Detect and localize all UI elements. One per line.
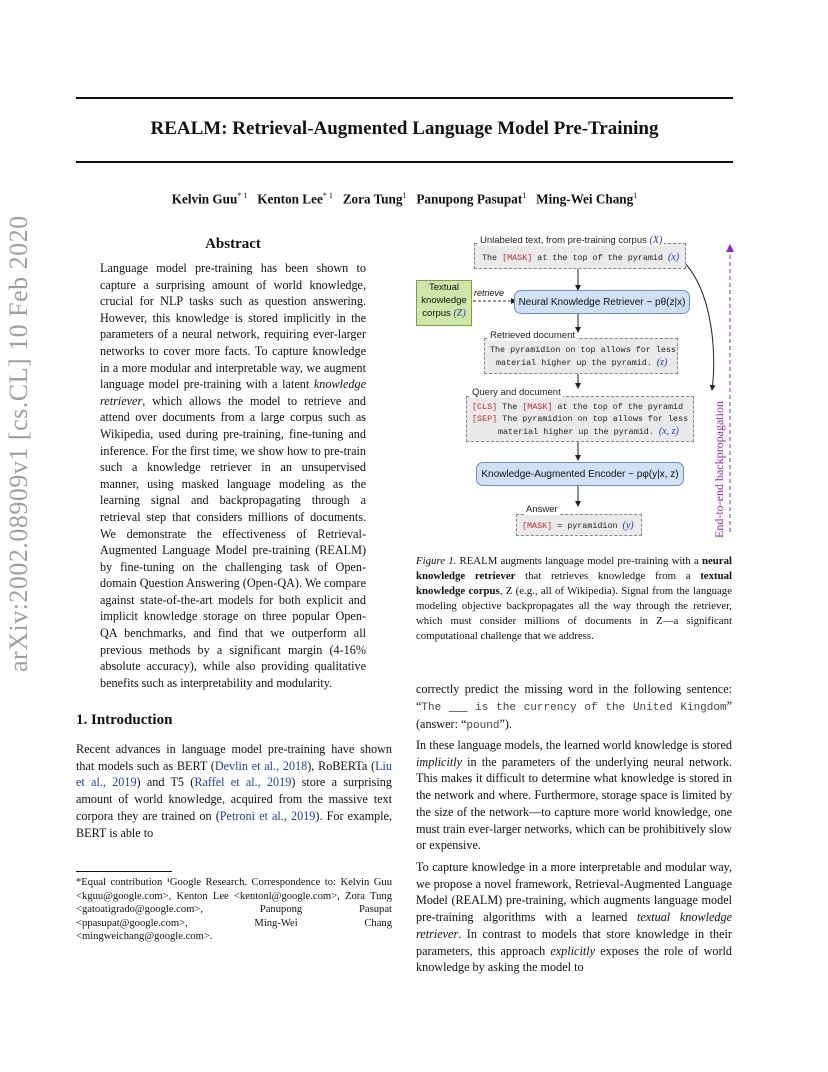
corpus-label: knowledge <box>421 295 467 306</box>
author-name: Ming-Wei Chang <box>536 191 634 207</box>
abstract-text <box>100 260 366 691</box>
caption-text: , Z (e.g., all of Wikipedia). Signal from the language modeling objective backpropagates all the way through the retriever, which must consider millions of documents in Z—a significant computational challenge that we address. <box>416 585 732 642</box>
intro-text: ), RoBERTa ( <box>307 758 376 773</box>
retrieved-line: The pyramidion on top allows for less <box>490 345 676 355</box>
author-name: Zora Tung <box>342 191 403 207</box>
body-text: In these language models, the learned world knowledge is stored <box>416 738 732 752</box>
caption-text: REALM augments language model pre-training with a <box>456 555 702 567</box>
query-line: [CLS] The [MASK] at the top of the pyramid <box>472 402 684 412</box>
section-heading-introduction: 1. Introduction <box>76 712 173 728</box>
body-emphasis: textual knowledge retriever <box>416 910 732 941</box>
figure-1-diagram <box>412 232 742 542</box>
answer-label: Answer <box>526 504 558 515</box>
author-name: Kelvin Guu <box>171 191 238 207</box>
intro-text: ) and T5 ( <box>136 775 195 790</box>
footnote: *Equal contribution ¹Google Research. Correspondence to: Kelvin Guu <kguu@google.com>, Kenton Lee <kentonl@google.com>, Zora Tung <gatoatigrado@google.com>, Panupong Pasupat <ppasupat@google.com>, Ming-Wei Chang <mingweichang@google.com>. <box>76 877 392 943</box>
body-text: correctly predict the missing word in the following sentence: “ <box>416 682 732 713</box>
figure-connectors <box>412 232 742 542</box>
retrieve-label: retrieve <box>474 288 505 298</box>
author-mark: 1 <box>633 191 638 200</box>
query-line: material higher up the pyramid. (x, z) <box>498 426 679 437</box>
retrieved-line: material higher up the pyramid. (z) <box>496 357 668 368</box>
unlabeled-text-label: Unlabeled text, from pre-training corpus (X) <box>480 235 663 246</box>
retrieved-document-box <box>484 338 678 374</box>
abstract-emphasis: knowledge retriever <box>100 377 366 408</box>
body-text: ”). <box>499 717 512 732</box>
neural-knowledge-retriever: Neural Knowledge Retriever ~ pθ(z|x) <box>514 290 690 314</box>
body-text: in the parameters of the underlying neural network. This makes it difficult to determine what knowledge is stored in the network and where. Furthermore, storage space is limited by the size of the network—to capture more world knowledge, one must train ever-larger networks, which can be prohibitively slow or expensive. <box>416 754 732 853</box>
intro-text: Recent advances in language model pre-training have shown that models such as BERT ( <box>76 742 392 773</box>
author-name: Panupong Pasupat <box>416 191 523 207</box>
intro-text: ). For example, BERT is able to <box>76 808 392 840</box>
code-text: The <box>421 701 450 714</box>
caption-bold: neural knowledge retriever <box>416 555 732 582</box>
author-mark: * 1 <box>237 191 248 200</box>
body-emphasis: explicitly <box>550 943 596 958</box>
paper-title: REALM: Retrieval-Augmented Language Model Pre-Training <box>150 118 659 139</box>
abstract-text-part: Language model pre-training has been shown to capture a surprising amount of world knowledge, crucial for NLP tasks such as question answering. However, this knowledge is stored implicitly in the parameters of a neural network, requiring ever-larger networks to cover more facts. To capture knowledge in a more modular and interpretable way, we augment language model pre-training with a latent <box>100 261 366 392</box>
answer-line: [MASK] = pyramidion (y) <box>522 520 634 531</box>
end-to-end-backprop-label: End-to-end backpropagation <box>712 401 726 538</box>
right-paragraph-2 <box>416 737 732 854</box>
query-document-label: Query and document <box>472 387 561 398</box>
blank: ___ <box>449 698 468 713</box>
unlabeled-text-line: The [MASK] at the top of the pyramid (x) <box>482 252 680 263</box>
caption-figure-number: Figure 1. <box>416 555 457 567</box>
title-top-rule <box>76 97 733 99</box>
figure-caption <box>416 554 732 644</box>
body-text: ” (answer: “ <box>416 698 732 732</box>
title-bottom-rule <box>76 161 733 163</box>
caption-bold: textual knowledge corpus <box>416 570 732 597</box>
retrieved-document-label: Retrieved document <box>490 330 576 341</box>
introduction-paragraph <box>76 741 392 841</box>
body-text: To capture knowledge in a more interpretable and modular way, we propose a novel framework, Retrieval-Augmented Language Model (REALM) pre-training, which augments language model pre-training algorithms with a learned <box>416 860 732 925</box>
citation-link[interactable]: Petroni et al., 2019 <box>219 808 316 823</box>
textual-knowledge-corpus <box>416 280 472 326</box>
corpus-label: corpus (Z) <box>422 308 466 319</box>
author-name: Kenton Lee <box>257 191 323 207</box>
code-text: is the currency of the United Kingdom <box>467 701 727 714</box>
right-paragraph-3 <box>416 859 732 976</box>
arxiv-stamp[interactable]: arXiv:2002.08909v1 [cs.CL] 10 Feb 2020 <box>4 215 33 672</box>
citation-link[interactable]: Raffel et al., 2019 <box>194 775 292 790</box>
right-paragraph-1 <box>416 681 732 735</box>
author-mark: 1 <box>402 191 407 200</box>
body-emphasis: implicitly <box>416 754 463 769</box>
body-text: exposes the role of world knowledge by asking the model to <box>416 943 732 975</box>
caption-text: that retrieves knowledge from a <box>515 570 701 582</box>
intro-text: ) store a surprising amount of world knowledge, acquired from the massive text corpora they are trained on ( <box>76 775 392 823</box>
citation-link[interactable]: Liu et al., 2019 <box>76 758 392 790</box>
abstract-text-part: , which allows the model to retrieve and attend over documents from a large corpus such as Wikipedia, used during pre-training, fine-tuning and inference. For the first time, we show how to pre-train such a knowledge retriever in an unsupervised manner, using masked language modeling as the learning signal and backpropagating through a retrieval step that considers millions of documents. We demonstrate the effectiveness of Retrieval-Augmented Language Model pre-training (REALM) by fine-tuning on the challenging task of Open-domain Question Answering (Open-QA). We compare against state-of-the-art models for both explicit and implicit knowledge storage on three popular Open-QA benchmarks, and find that we outperform all previous methods by a significant margin (4-16% absolute accuracy), while also providing qualitative benefits such as interpretability and modularity. <box>100 393 366 690</box>
query-line: [SEP] The pyramidion on top allows for less <box>472 414 689 424</box>
author-mark: 1 <box>522 191 527 200</box>
abstract-heading: Abstract <box>205 236 261 252</box>
knowledge-augmented-encoder: Knowledge-Augmented Encoder ~ pφ(y|x, z) <box>476 462 684 486</box>
code-text: pound <box>466 720 500 733</box>
body-text: . In contrast to models that store knowledge in their parameters, this approach <box>416 926 732 958</box>
arrow-input-to-query <box>684 262 714 390</box>
author-mark: * 1 <box>322 191 333 200</box>
citation-link[interactable]: Devlin et al., 2018 <box>214 758 308 773</box>
corpus-label: Textual <box>428 282 460 293</box>
author-list <box>76 191 733 207</box>
footnote-rule <box>76 871 172 872</box>
